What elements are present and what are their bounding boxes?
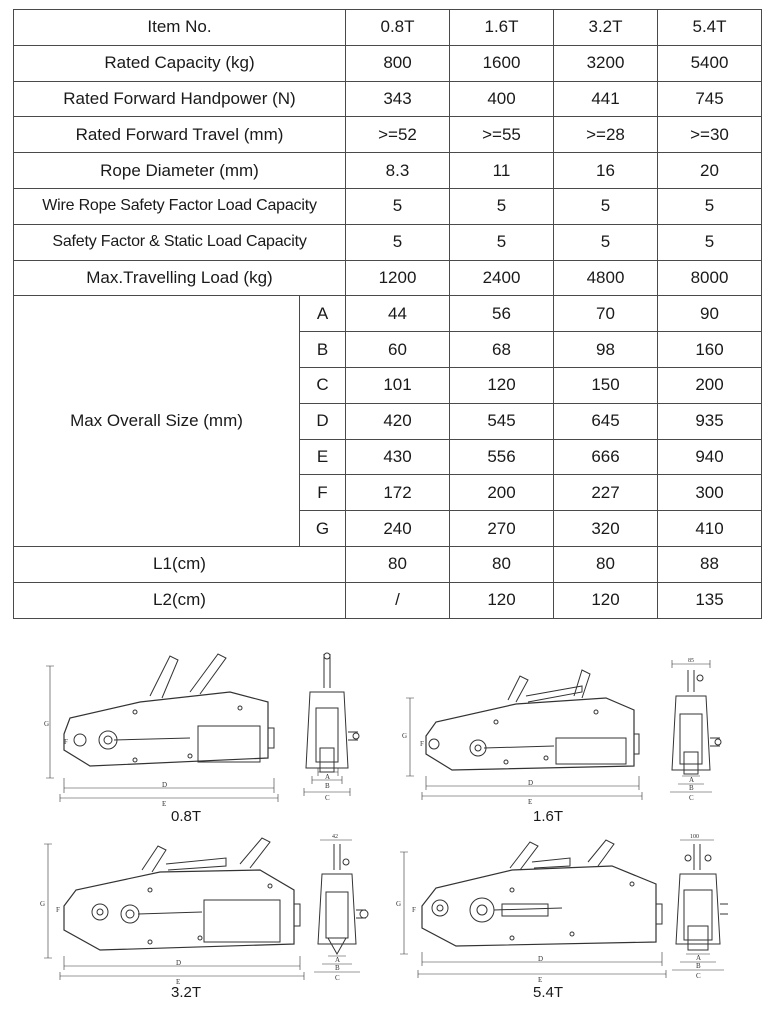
value-cell: 745 <box>658 81 762 117</box>
value-cell: 935 <box>658 403 762 439</box>
value-cell: 68 <box>450 332 554 368</box>
table-row <box>14 546 762 582</box>
side-view-illustration <box>396 658 741 808</box>
dim-label: F <box>56 906 60 914</box>
specification-table <box>13 9 762 619</box>
dim-label: E <box>162 800 167 808</box>
value-cell: 11 <box>450 153 554 189</box>
dim-label: B <box>325 782 330 790</box>
value-cell: 5 <box>658 224 762 260</box>
drawing-caption: 5.4T <box>532 984 563 1001</box>
size-group-label: Max Overall Size (mm) <box>14 296 300 547</box>
dim-label: D <box>538 955 544 963</box>
value-cell: 135 <box>658 582 762 618</box>
row-label: L2(cm) <box>14 582 346 618</box>
dim-label: G <box>396 900 402 908</box>
value-cell: 120 <box>554 582 658 618</box>
value-cell: 4800 <box>554 260 658 296</box>
value-cell: >=30 <box>658 117 762 153</box>
table-row <box>14 188 762 224</box>
value-cell: 5 <box>554 224 658 260</box>
value-cell: 320 <box>554 511 658 547</box>
dim-label: E <box>538 976 543 984</box>
value-cell: 80 <box>450 546 554 582</box>
dim-label: D <box>162 781 168 789</box>
dim-label: 100 <box>690 834 699 840</box>
drawing-caption: 1.6T <box>532 808 563 825</box>
dim-label: 42 <box>332 834 338 840</box>
dim-label: E <box>528 798 533 806</box>
value-cell: / <box>346 582 450 618</box>
value-cell: 20 <box>658 153 762 189</box>
value-cell: >=52 <box>346 117 450 153</box>
value-cell: 430 <box>346 439 450 475</box>
value-cell: >=28 <box>554 117 658 153</box>
value-cell: 8000 <box>658 260 762 296</box>
hoist-drawing-1-6t <box>396 658 741 808</box>
table-row <box>14 260 762 296</box>
size-row <box>14 296 762 332</box>
value-cell: 60 <box>346 332 450 368</box>
model-cell: 0.8T <box>346 10 450 46</box>
value-cell: 5 <box>346 224 450 260</box>
value-cell: 5 <box>346 188 450 224</box>
dim-label: E <box>176 978 181 984</box>
value-cell: 101 <box>346 367 450 403</box>
value-cell: 200 <box>658 367 762 403</box>
value-cell: 5 <box>450 224 554 260</box>
value-cell: 5 <box>554 188 658 224</box>
dim-label: 85 <box>688 658 694 664</box>
value-cell: 1600 <box>450 45 554 81</box>
dim-letter: D <box>300 403 346 439</box>
dim-label: F <box>412 906 416 914</box>
value-cell: 556 <box>450 439 554 475</box>
hoist-drawing-3-2t <box>30 834 370 984</box>
value-cell: 172 <box>346 475 450 511</box>
value-cell: 90 <box>658 296 762 332</box>
table-row <box>14 224 762 260</box>
row-label: Max.Travelling Load (kg) <box>14 260 346 296</box>
row-label: Rope Diameter (mm) <box>14 153 346 189</box>
value-cell: 5400 <box>658 45 762 81</box>
dim-letter: G <box>300 511 346 547</box>
value-cell: 666 <box>554 439 658 475</box>
dim-label: A <box>335 956 341 964</box>
drawing-caption: 0.8T <box>170 808 201 825</box>
value-cell: 120 <box>450 367 554 403</box>
row-label: Safety Factor & Static Load Capacity <box>14 224 346 260</box>
value-cell: 270 <box>450 511 554 547</box>
side-view-illustration <box>30 648 370 808</box>
value-cell: 200 <box>450 475 554 511</box>
value-cell: 400 <box>450 81 554 117</box>
value-cell: 800 <box>346 45 450 81</box>
model-cell: 3.2T <box>554 10 658 46</box>
value-cell: 5 <box>658 188 762 224</box>
row-label: Rated Forward Travel (mm) <box>14 117 346 153</box>
dim-label: B <box>689 784 694 792</box>
value-cell: 645 <box>554 403 658 439</box>
value-cell: 1200 <box>346 260 450 296</box>
value-cell: 545 <box>450 403 554 439</box>
side-view-illustration <box>30 834 370 984</box>
table-row <box>14 117 762 153</box>
dim-label: D <box>176 959 182 967</box>
value-cell: 88 <box>658 546 762 582</box>
value-cell: 300 <box>658 475 762 511</box>
dim-label: C <box>689 794 694 802</box>
dim-label: C <box>696 972 701 980</box>
value-cell: 343 <box>346 81 450 117</box>
value-cell: >=55 <box>450 117 554 153</box>
dim-letter: C <box>300 367 346 403</box>
row-label: Rated Forward Handpower (N) <box>14 81 346 117</box>
value-cell: 940 <box>658 439 762 475</box>
dim-label: F <box>64 738 68 746</box>
model-cell: 1.6T <box>450 10 554 46</box>
value-cell: 240 <box>346 511 450 547</box>
value-cell: 120 <box>450 582 554 618</box>
value-cell: 160 <box>658 332 762 368</box>
value-cell: 441 <box>554 81 658 117</box>
dim-label: G <box>40 900 46 908</box>
hoist-drawing-5-4t <box>392 834 742 984</box>
row-label: Rated Capacity (kg) <box>14 45 346 81</box>
dim-letter: A <box>300 296 346 332</box>
dim-label: F <box>420 740 424 748</box>
drawing-caption: 3.2T <box>170 984 201 1001</box>
row-label: Wire Rope Safety Factor Load Capacity <box>14 188 346 224</box>
value-cell: 150 <box>554 367 658 403</box>
dim-label: C <box>325 794 330 802</box>
value-cell: 2400 <box>450 260 554 296</box>
model-cell: 5.4T <box>658 10 762 46</box>
dim-label: C <box>335 974 340 982</box>
table-row <box>14 582 762 618</box>
dim-label: B <box>696 962 701 970</box>
side-view-illustration <box>392 834 742 984</box>
value-cell: 227 <box>554 475 658 511</box>
value-cell: 8.3 <box>346 153 450 189</box>
value-cell: 5 <box>450 188 554 224</box>
value-cell: 16 <box>554 153 658 189</box>
dim-label: D <box>528 779 534 787</box>
row-label: L1(cm) <box>14 546 346 582</box>
dim-label: B <box>335 964 340 972</box>
value-cell: 98 <box>554 332 658 368</box>
dim-label: G <box>402 732 408 740</box>
value-cell: 80 <box>554 546 658 582</box>
dim-letter: E <box>300 439 346 475</box>
value-cell: 3200 <box>554 45 658 81</box>
value-cell: 80 <box>346 546 450 582</box>
dim-label: A <box>325 773 331 781</box>
value-cell: 410 <box>658 511 762 547</box>
value-cell: 420 <box>346 403 450 439</box>
dim-label: A <box>696 954 702 962</box>
dim-label: G <box>44 720 50 728</box>
value-cell: 70 <box>554 296 658 332</box>
hoist-drawing-0-8t <box>30 648 370 808</box>
header-label: Item No. <box>14 10 346 46</box>
table-row <box>14 153 762 189</box>
table-row <box>14 81 762 117</box>
dim-letter: B <box>300 332 346 368</box>
dim-letter: F <box>300 475 346 511</box>
value-cell: 56 <box>450 296 554 332</box>
value-cell: 44 <box>346 296 450 332</box>
header-row <box>14 10 762 46</box>
table-row <box>14 45 762 81</box>
dim-label: A <box>689 776 695 784</box>
